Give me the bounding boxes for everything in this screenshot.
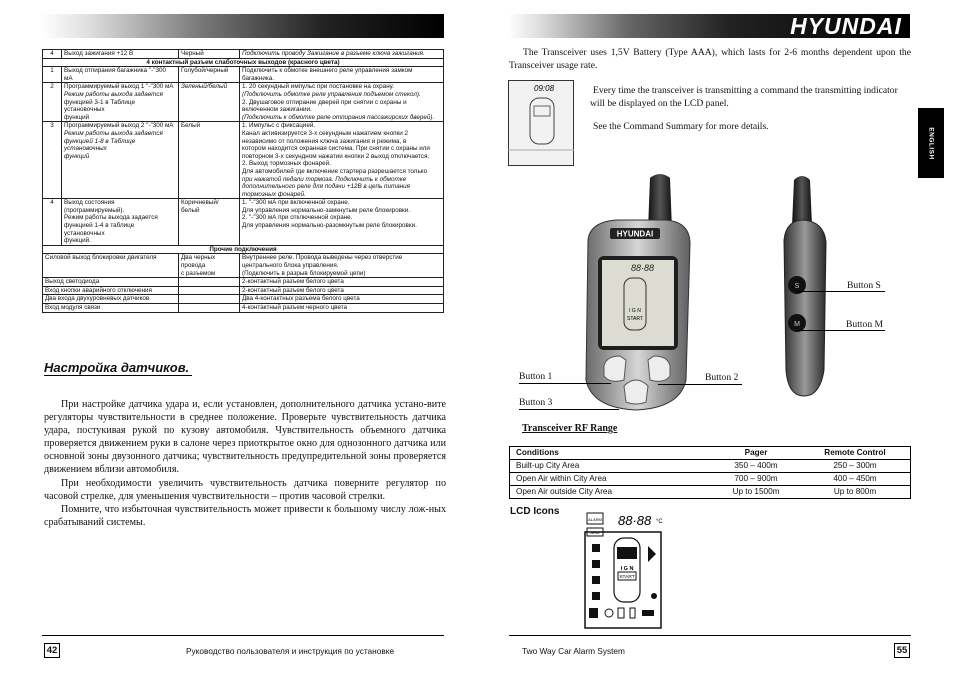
cell-remote: Up to 800m: [833, 487, 877, 496]
button-1-shape[interactable]: [604, 356, 626, 381]
header-remote-control: Remote Control: [800, 447, 910, 460]
brand-logo: [782, 14, 910, 38]
label-button-2: Button 2: [705, 372, 739, 383]
cell-line: с разъемом: [181, 269, 216, 277]
cell-num: 4: [43, 50, 62, 59]
header-bar-left: [42, 14, 444, 38]
cell-color: [179, 254, 240, 278]
shock-icon: [592, 576, 600, 584]
sound-icon: [592, 560, 600, 568]
table-row: [43, 295, 444, 304]
cell-color: Голубой/черный: [179, 67, 240, 83]
table-row: [43, 122, 444, 199]
leader-button-m: [797, 330, 885, 331]
lcd-digits: 88·88: [618, 513, 652, 528]
lcd-icons-title: LCD Icons: [510, 506, 560, 517]
label-button-m: Button M: [846, 319, 884, 330]
table-row: [43, 286, 444, 295]
page-number-right: 55: [894, 643, 910, 658]
cell-condition: Open Air within City Area: [510, 473, 713, 486]
table-section-row: [43, 245, 444, 254]
table-row: [510, 473, 911, 486]
language-tab-label: ENGLISH: [927, 126, 935, 160]
label-button-s: Button S: [847, 280, 881, 291]
cell-line: (Подключить к обмотке реле отпирания пассажирских дверей).: [242, 113, 435, 121]
cell-color: Зеленый/белый: [179, 83, 240, 122]
cell-note: Два 4-контактных разъема белого цвета: [240, 295, 444, 304]
cell-name: Выход отпирания багажника "-"300 мА: [62, 67, 179, 83]
cell-line: независимо от положения ключа зажигания и режима, в: [242, 137, 407, 145]
table-row: [510, 460, 911, 473]
leader-button-s: [797, 291, 885, 292]
cell-line: Режим работы выхода задается: [64, 90, 163, 98]
rf-range-title: Transceiver RF Range: [522, 423, 618, 434]
cell-name: Выход светодиода: [43, 278, 179, 287]
transmit-paragraph: Every time the transceiver is transmitting a command the transmitting indicator will be displayed on the LCD panel.: [590, 85, 898, 109]
cell-line: при нажатой педали тормоза. Подключить к обмотке: [242, 175, 407, 183]
cell-remote: 400 – 450m: [800, 473, 910, 486]
lock-icon: [592, 544, 600, 552]
paragraph: При настройке датчика удара и, если установлен, дополнительного датчика устано-вите регуляторы чувствительности в среднее положение. Проверьте чувствительность датчика удара, постукивая рукой по кузову автомобиля. Чувствительность объемного датчика проверяется движением руки в салоне через приоткрытое окно для однозонного датчика или основной зоны двузонного датчика; чувствительность предупредительной зоны проверяется движением вблизи автомобиля.: [44, 399, 446, 476]
cell-note: 2-контактный разъем белого цвета: [240, 278, 444, 287]
cell-color: Коричневый/белый: [179, 199, 240, 246]
page-number-left: 42: [44, 643, 60, 658]
cell-condition: Open Air outside City Area: [516, 487, 613, 496]
cell-remote: 250 – 300m: [800, 460, 910, 473]
cell-name: [62, 83, 179, 122]
cell-line: Программируемый выход 1 "-"300 мА: [64, 83, 174, 91]
cell-line: котором находится охранная система. При снятии с охраны или: [242, 145, 430, 153]
wrench-icon: [592, 592, 600, 600]
cell-line: Выход состояния (программируемый).: [64, 199, 125, 214]
alarm-icon-label: ALARM: [588, 517, 602, 522]
button-s-glyph: S: [794, 283, 800, 290]
body-text-left: [44, 398, 446, 529]
cell-line: 2. Выход тормозных фонарей.: [242, 160, 331, 168]
timer-icon: [618, 608, 624, 618]
cell-line: Режим работы выхода задается: [64, 129, 163, 137]
cell-line: функцией 1-4 в таблице установочных: [64, 222, 135, 237]
cell-num: 2: [43, 83, 62, 122]
see-command-text: See the Command Summary for more details.: [593, 121, 769, 132]
remote-side-image: [778, 170, 832, 398]
cell-note: 4-контактный разъем черного цвета: [240, 304, 444, 313]
lcd-unit: °C: [656, 519, 663, 525]
cell-color: Белый: [179, 122, 240, 199]
section-title: 4 контактный разъем слаботочных выходов (красного цвета): [43, 58, 444, 67]
cell-line: (Подключить в разрыв блокируемой цепи): [242, 269, 366, 277]
label-button-1: Button 1: [519, 371, 553, 382]
cell-line: функций.: [64, 237, 91, 245]
table-row: [43, 304, 444, 313]
cell-line: Канал активизируется 3-х секундным нажатием кнопки 2: [242, 129, 409, 137]
cell-note: [240, 254, 444, 278]
signal-icon: [648, 546, 656, 562]
thermometer-icon: [630, 608, 635, 618]
table-row: [510, 486, 911, 499]
leader-button-3: [519, 409, 619, 410]
cell-note: [240, 122, 444, 199]
footer-text-left: Руководство пользователя и инструкция по установке: [186, 646, 395, 656]
button-3-shape[interactable]: [624, 380, 648, 404]
cell-line: повторном 3-х секундном нажатии кнопки 2 выход отключается.: [242, 152, 430, 160]
section-title: Прочие подключения: [43, 245, 444, 254]
header-pager: Pager: [712, 447, 800, 460]
cell-note: Подключить проводу Зажигание в разъеме ключа зажигания.: [240, 50, 444, 59]
leader-button-2: [658, 384, 742, 385]
lcd-start-label: START: [619, 575, 635, 580]
cell-pager: 350 – 400m: [712, 460, 800, 473]
cell-line: Для автомобилей где включение стартера разрешается только: [242, 167, 428, 175]
button-2-shape[interactable]: [648, 356, 670, 381]
cell-num: 3: [43, 122, 62, 199]
footer-rule-right: [509, 635, 911, 636]
cell-line: центрального блока управления.: [242, 262, 339, 270]
cell-note: Подключить к обмотке внешнего реле управления замком багажника.: [240, 67, 444, 83]
parking-icon: [589, 608, 598, 618]
cell-line: функцией 1-8 в Таблице установочных: [64, 137, 136, 153]
cell-condition: Built-up City Area: [510, 460, 713, 473]
button-m-glyph: M: [794, 321, 800, 328]
footer-text-right: Two Way Car Alarm System: [522, 646, 625, 656]
cell-line: функций: [64, 152, 90, 160]
remote-lcd-digits: 88·88: [631, 263, 655, 273]
cell-note: [240, 83, 444, 122]
brand-logo-text: HYUNDAI: [790, 12, 902, 39]
cell-line: функций: [64, 113, 90, 121]
table-row: [43, 278, 444, 287]
clock-icon: [605, 609, 613, 617]
cell-line: дополнительного реле для подачи +12В в цепь питания: [242, 183, 411, 191]
cell-name: [62, 122, 179, 199]
cell-line: 1. 20 секундный импульс при постановке на охрану.: [242, 83, 394, 91]
cell-num: 4: [43, 199, 62, 246]
cell-line: 1. "-"300 мА при включенной охране.: [242, 199, 350, 207]
cell-line: Два черных провода: [181, 254, 216, 270]
cell-num: 1: [43, 67, 62, 83]
table-row: [43, 83, 444, 122]
paragraph: Помните, что избыточная чувствительность может привести к большому числу лож-ных срабатываний системы.: [44, 503, 446, 528]
battery-icon: [642, 610, 654, 616]
table-header-row: [510, 447, 911, 460]
remote-lcd-start: START: [627, 316, 643, 322]
cell-note: 2-контактный разъем белого цвета: [240, 286, 444, 295]
car-windshield-icon: [617, 547, 637, 559]
side-body: [784, 220, 826, 396]
cell-line: тормозных фонарей.: [242, 190, 306, 198]
cell-line: 2. Двушаговое отпирание дверей при снятии с охраны и: [242, 98, 407, 106]
table-row: [43, 254, 444, 278]
lcd-icons-diagram: [578, 510, 668, 632]
cell-line: Режим работы выхода задается: [64, 214, 158, 222]
cell-color: [179, 286, 240, 295]
section-heading: Настройка датчиков.: [44, 360, 192, 376]
intro-paragraph: The Transceiver uses 1,5V Battery (Type AAA), which lasts for 2-6 months dependent upon the Transceiver usage rate.: [509, 47, 911, 71]
cell-line: Для управления нормально-разомкнутым реле блокировки.: [242, 222, 417, 230]
wiring-table: [42, 49, 444, 313]
language-tab: [918, 108, 944, 178]
small-lcd-frame: [509, 81, 574, 166]
side-antenna: [792, 176, 812, 226]
cell-name: Силовой выход блокировки двигателя: [43, 254, 179, 278]
cell-color: [179, 295, 240, 304]
remote-lcd-ign: I G N: [629, 308, 641, 314]
cell-color: [179, 278, 240, 287]
lcd-ign-label: I G N: [620, 566, 634, 572]
table-section-row: [43, 58, 444, 67]
cell-line: 1. Импульс с фиксацией.: [242, 122, 316, 130]
cell-note: [240, 199, 444, 246]
cell-color: [179, 304, 240, 313]
cell-line: Внутреннее реле. Провода выведены через отверстие: [242, 254, 403, 262]
cell-name: [62, 199, 179, 246]
header-conditions: Conditions: [510, 447, 713, 460]
cell-name: Два входа двухуровневых датчиков: [43, 295, 179, 304]
cell-pager: Up to 1500m: [732, 487, 780, 496]
table-row: [43, 199, 444, 246]
table-row: [43, 67, 444, 83]
cell-line: Программируемый выход 2 "-"300 мА: [64, 122, 174, 130]
table-row: [43, 50, 444, 59]
rf-range-table: [509, 446, 911, 499]
footer-rule-left: [42, 635, 444, 636]
cell-color: Черный: [179, 50, 240, 59]
cell-line: (Подключить обмотке реле управления подъемом стекол).: [242, 90, 421, 98]
leader-button-1: [519, 383, 611, 384]
cell-name: Вход модуля связи: [43, 304, 179, 313]
arm-icon-label: ARM: [590, 530, 600, 535]
cell-line: включенном зажигании.: [242, 106, 312, 114]
cell-name: Вход кнопки аварийного отключения: [43, 286, 179, 295]
small-lcd-digits: 09:08: [534, 84, 555, 93]
cell-line: Для управления нормально-замкнутым реле блокировки.: [242, 206, 411, 214]
cell-pager: 700 – 900m: [712, 473, 800, 486]
cell-name: Выход зажигания +12 В: [62, 50, 179, 59]
status-dot-icon: [651, 593, 657, 599]
paragraph: При необходимости увеличить чувствительность датчика поверните регулятор по часовой стрелке, для уменьшения чувствительности – против часовой стрелки.: [44, 477, 446, 502]
small-lcd-image: [508, 80, 574, 166]
label-button-3: Button 3: [519, 397, 553, 408]
remote-brand-text: HYUNDAI: [616, 229, 654, 239]
cell-line: 2. "-"300 мА при отключенной охране.: [242, 214, 353, 222]
remote-front-image: [576, 170, 698, 416]
cell-line: функцией 3-1 в Таблице установочных: [64, 98, 135, 114]
